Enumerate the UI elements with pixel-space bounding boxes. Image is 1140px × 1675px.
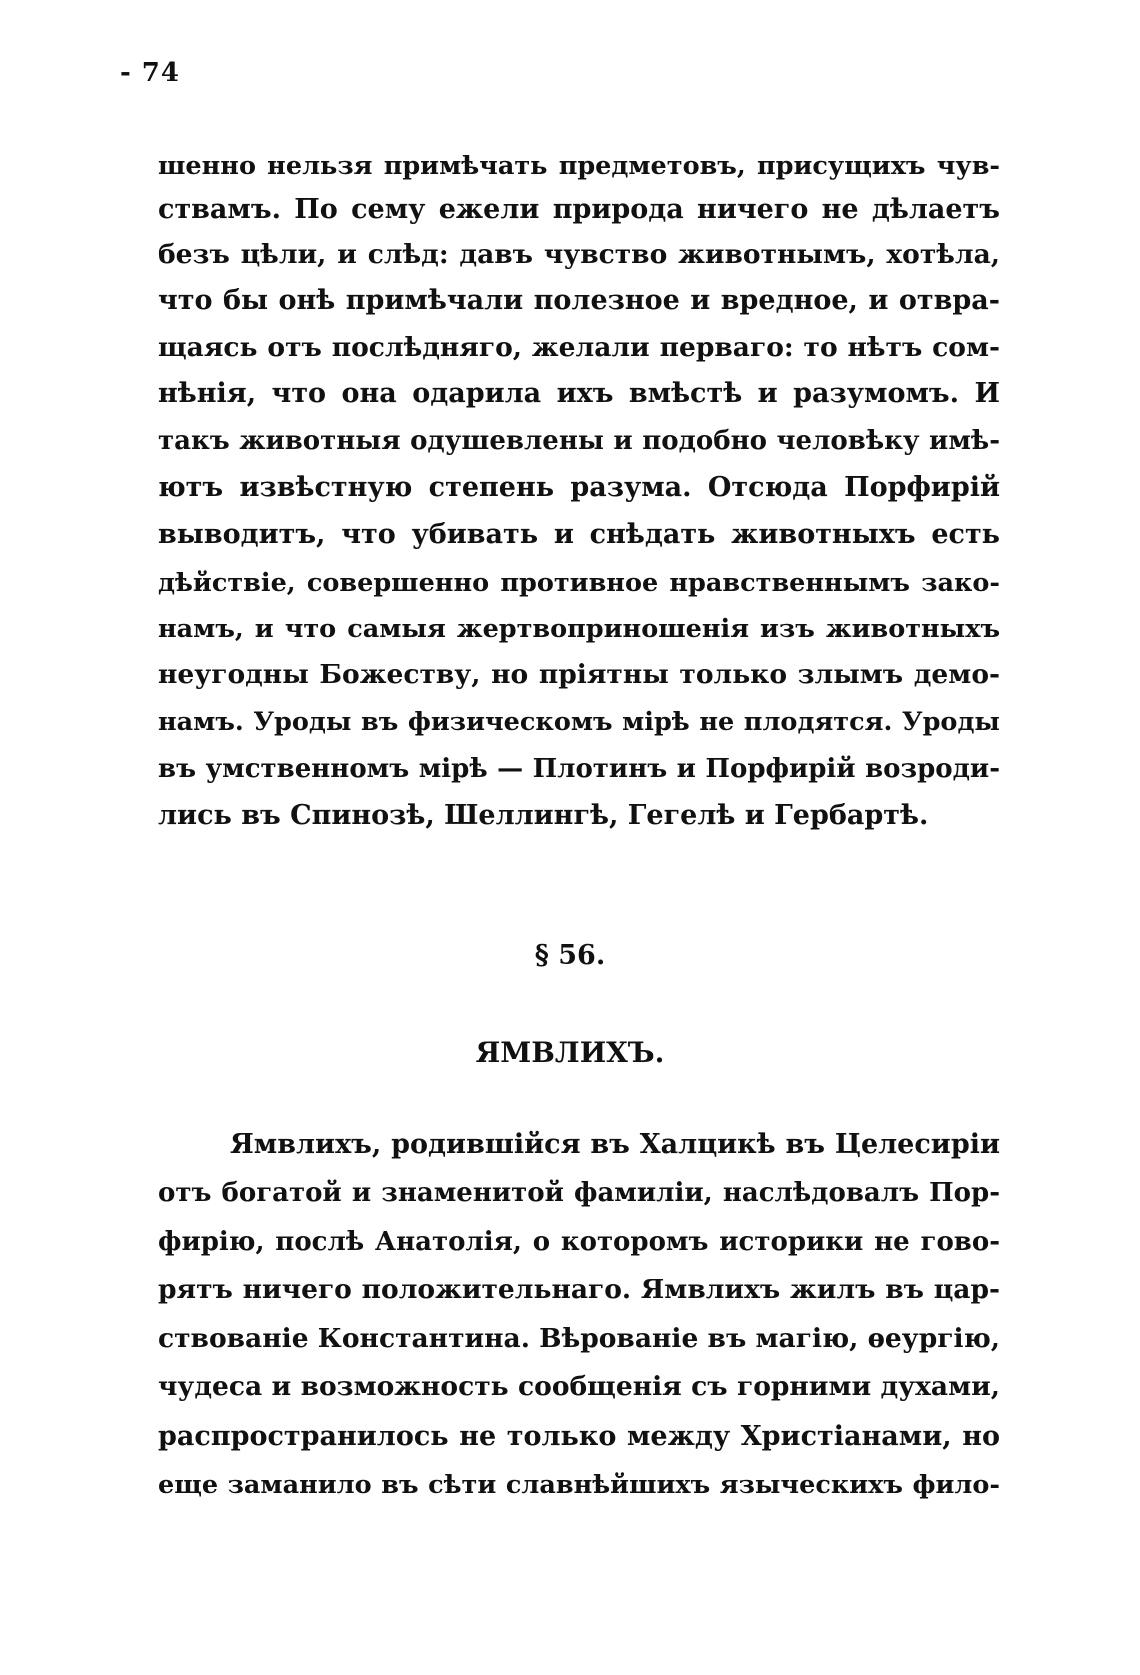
- section-number: § 56.: [534, 940, 606, 971]
- text-line: въ умственномъ мірѣ — Плотинъ и Порфирій возроди-: [158, 754, 1000, 784]
- text-line: выводитъ, что убивать и снѣдать животныхъ есть: [158, 519, 1000, 550]
- text-line: рятъ ничего положительнаго. Ямвлихъ жилъ въ цар-: [158, 1274, 1000, 1305]
- text-line: распространилось не только между Христіанами, но: [158, 1421, 1000, 1452]
- text-line: шенно нельзя примѣчать предметовъ, присущихъ чув-: [158, 151, 1000, 181]
- section-title: ЯМВЛИХЪ.: [475, 1036, 665, 1069]
- text-line: ютъ извѣстную степень разума. Отсюда Порфирій: [158, 472, 1000, 503]
- text-line: ствамъ. По сему ежели природа ничего не дѣлаетъ: [158, 194, 1000, 225]
- text-line: чудеса и возможность сообщенія съ горними духами,: [158, 1371, 1000, 1402]
- text-line: щаясь отъ послѣдняго, желали перваго: то нѣтъ сом-: [158, 332, 1000, 363]
- page-number: [120, 58, 180, 88]
- text-line: такъ животныя одушевлены и подобно человѣку имѣ-: [158, 426, 1000, 456]
- text-line: лись въ Спинозѣ, Шеллингѣ, Гегелѣ и Гербартѣ.: [158, 800, 929, 831]
- text-line: неугодны Божеству, но пріятны только злымъ демо-: [158, 659, 1000, 690]
- text-line: Ямвлихъ, родившійся въ Халцикѣ въ Целесиріи: [230, 1129, 1000, 1160]
- text-line: фирію, послѣ Анатолія, о которомъ историки не гово-: [158, 1227, 1000, 1257]
- text-line: ствованіе Константина. Вѣрованіе въ магію, ѳеургію,: [158, 1323, 1000, 1354]
- page-number-value: 74: [141, 58, 180, 88]
- text-line: безъ цѣли, и слѣд: давъ чувство животнымъ, хотѣла,: [158, 239, 1000, 270]
- text-line: нѣнія, что она одарила ихъ вмѣстѣ и разумомъ. И: [158, 378, 1000, 409]
- text-line: что бы онѣ примѣчали полезное и вредное, и отвра-: [158, 285, 1000, 316]
- text-line: еще заманило въ сѣти славнѣйшихъ языческихъ фило-: [158, 1470, 1000, 1500]
- page-number-dash: -: [120, 58, 132, 88]
- text-line: дѣйствіе, совершенно противное нравственнымъ зако-: [158, 568, 1000, 598]
- text-line: намъ, и что самыя жертвоприношенія изъ животныхъ: [158, 614, 1000, 644]
- text-line: отъ богатой и знаменитой фамиліи, наслѣдовалъ Пор-: [158, 1178, 1000, 1208]
- text-line: намъ. Уроды въ физическомъ мірѣ не плодятся. Уроды: [158, 707, 1000, 737]
